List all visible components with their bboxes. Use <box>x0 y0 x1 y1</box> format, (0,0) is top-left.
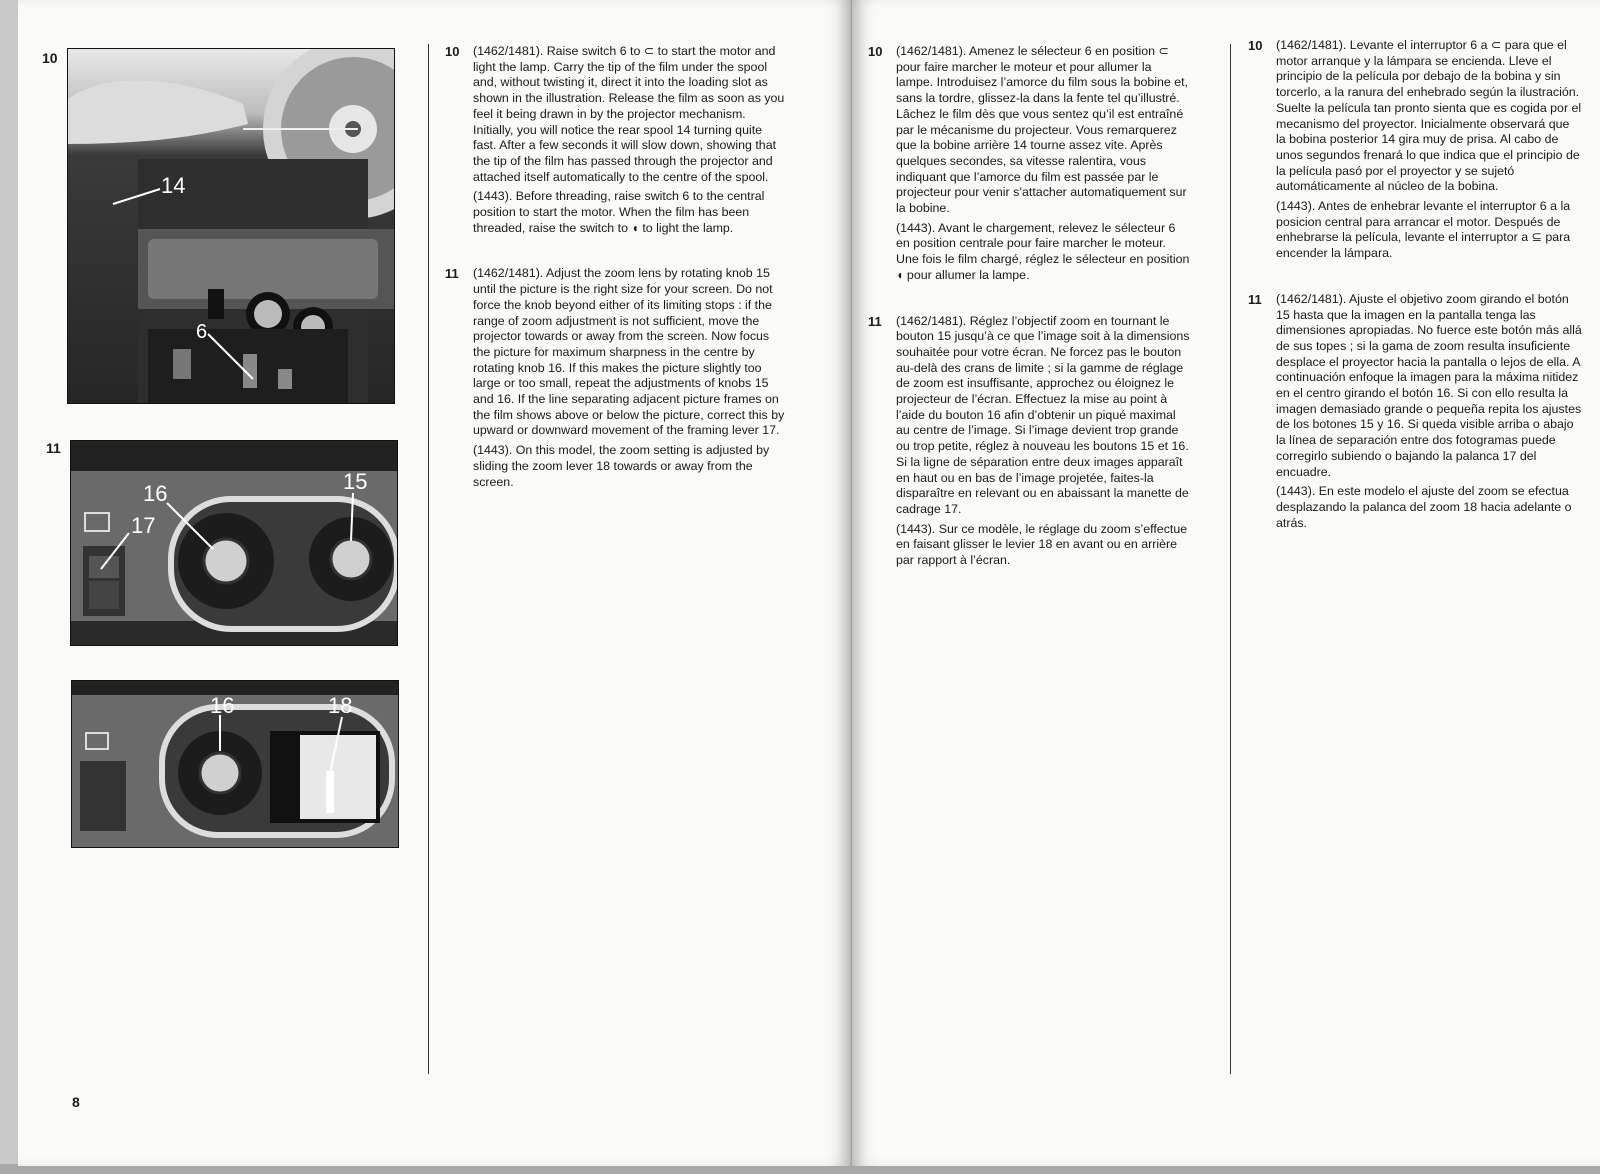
fr-section-10-text-1462: (1462/1481). Amenez le sélecteur 6 en position ⊂ pour faire marcher le moteur et pour allumer la lampe. Introduisez l’amorce du film sous la bobine et, sans la tordre, glissez-la dans la fente tel qu’illustré. Lâchez le film dès que vous sentez qu’il est entraîné par le mécanisme du projecteur. Vous remarquerez que la bobine arrière 14 tourne assez vite. Après quelques secondes, sa vitesse ralentira, vous indiquant que l’amorce du film est passée par le projecteur pour venir s’attacher automatiquement sur la bobine. <box>896 44 1189 216</box>
en-section-11-number: 11 <box>445 266 459 282</box>
callout-6: 6 <box>196 321 208 343</box>
en-section-10-text-1443: (1443). Before threading, raise switch 6 to the central position to start the motor. When the film has been threaded, raise the switch to ◖ to light the lamp. <box>473 189 765 235</box>
en-section-10-number: 10 <box>445 44 460 59</box>
fr-section-10-number: 10 <box>868 44 883 59</box>
figure-11-label: 11 <box>46 440 61 456</box>
zoom-controls-photo-1462 <box>70 440 398 646</box>
zoom-controls-photo-1443 <box>71 680 399 848</box>
left-page <box>18 0 850 1166</box>
fr-section-11 <box>868 314 1190 569</box>
column-rule-right <box>1230 44 1231 1074</box>
french-column <box>868 44 1190 573</box>
en-section-11-text-1462: (1462/1481). Adjust the zoom lens by rotating knob 15 until the picture is the right size for your screen. Do not force the knob beyond either of its limiting stops : if the range of zoom adjustment is not sufficient, move the projector towards or away from the screen. Now focus the picture for maximum sharpness in the centre by rotating knob 16. If this makes the picture slightly too large or too small, repeat the adjustments of knobs 15 and 16. If the line separating adjacent picture frames on the film shows above or below the picture, correct this by upward or downward movement of the framing lever 17. <box>473 266 785 438</box>
english-column <box>445 44 787 494</box>
callout-16: 16 <box>143 481 168 506</box>
en-section-11-text-1443: (1443). On this model, the zoom setting is adjusted by sliding the zoom lever 18 towards or away from the screen. <box>473 443 770 489</box>
es-section-10-number: 10 <box>1248 38 1263 53</box>
page-number: 8 <box>72 1094 80 1110</box>
callout-14: 14 <box>161 173 186 198</box>
right-page <box>852 0 1600 1166</box>
fr-section-10 <box>868 44 1190 284</box>
en-section-10 <box>445 44 787 236</box>
es-section-11 <box>1248 292 1582 532</box>
column-rule-left <box>428 44 429 1074</box>
fr-section-11-text-1443: (1443). Sur ce modèle, le réglage du zoom s’effectue en faisant glisser le levier 18 en avant ou en arrière par rapport à l’écran. <box>896 521 1188 568</box>
fr-section-11-number: 11 <box>868 313 882 329</box>
fr-section-10-text-1443: (1443). Avant le chargement, relevez le sélecteur 6 en position centrale pour faire marcher le moteur. Une fois le film chargé, réglez le sélecteur en position ◖ pour allumer la lampe. <box>896 220 1190 282</box>
es-section-11-number: 11 <box>1248 291 1262 307</box>
projector-illustration <box>68 49 394 403</box>
es-section-10-text-1462: (1462/1481). Levante el interruptor 6 a ⊂ para que el motor arranque y la lámpara se encienda. Lleve el principio de la película por debajo de la bobina y sin torcerlo, a la ranura del enhebrado según la ilustración. Suelte la película tan pronto sienta que es cogida por el mecanismo del proyector. Inicialmente observará que la bobina posterior 14 gira muy de prisa. Al cabo de unos segundos frenará lo que indica que el principio de la película pasó por el proyector y se sujetó automáticamente al núcleo de la bobina. <box>1276 38 1582 194</box>
figure-10-label: 10 <box>42 50 58 66</box>
projector-photo-10 <box>67 48 395 404</box>
es-section-10-text-1443: (1443). Antes de enhebrar levante el interruptor 6 a la posicion central para arrancar el motor. Después de enhebrarse la película, levante el interruptor a ⊆ para encender la lámpara. <box>1276 199 1571 261</box>
callout-18: 18 <box>328 693 353 718</box>
es-section-11-text-1443: (1443). En este modelo el ajuste del zoom se efectua desplazando la palanca del zoom 18 hacia adelante o atrás. <box>1276 484 1572 530</box>
es-section-11-text-1462: (1462/1481). Ajuste el objetivo zoom girando el botón 15 hasta que la imagen en la pantalla tenga las dimensiones apropiadas. No fuerce este botón más allá de sus topes ; si la gama de zoom resulta insuficiente desplace el proyector hacia la pantalla o lejos de ella. A continuación enfoque la imagen para la máxima nitidez en el centro girando el botón 16. Si con ello resulta la imagen demasiado grande o pequeña repita los ajustes de los botones 15 y 16. Si queda visible arriba o abajo la línea de separación entre dos fotogramas puede corregirlo subiendo o bajando la palanca 17 del encuadre. <box>1276 291 1582 479</box>
es-section-10 <box>1248 38 1582 262</box>
callout-17: 17 <box>131 513 156 538</box>
spanish-column <box>1248 38 1582 535</box>
en-section-10-text-1462: (1462/1481). Raise switch 6 to ⊂ to start the motor and light the lamp. Carry the tip of the film under the spool and, without twisting it, direct it into the loading slot as shown in the illustration. Release the film as soon as you feel it being drawn in by the projector mechanism. Initially, you will notice the rear spool 14 turning quite fast. After a few seconds it will slow down, showing that the tip of the film has passed through the projector and attached itself automatically to the centre of the spool. <box>473 44 785 184</box>
callout-16b: 16 <box>210 693 235 718</box>
callout-15: 15 <box>343 469 368 494</box>
en-section-11 <box>445 266 787 490</box>
fr-section-11-text-1462: (1462/1481). Réglez l’objectif zoom en tournant le bouton 15 jusqu’à ce que l’image soit à la dimensions souhaitée pour votre écran. Ne forcez pas le bouton au-delà des crans de limite ; si la gamme de réglage de zoom est insuffisante, approchez ou éloignez le projecteur de l’écran. Effectuez la mise au point à l’aide du bouton 16 afin d’obtenir un piqué maximal au centre de l’image. Si l’image devient trop grande ou trop petite, réglez à nouveau les boutons 15 et 16. Si la ligne de séparation entre deux images apparaît en haut ou en bas de l’image projetée, faites-la disparaître en relevant ou en abaissant la manette de cadrage 17. <box>896 313 1190 516</box>
